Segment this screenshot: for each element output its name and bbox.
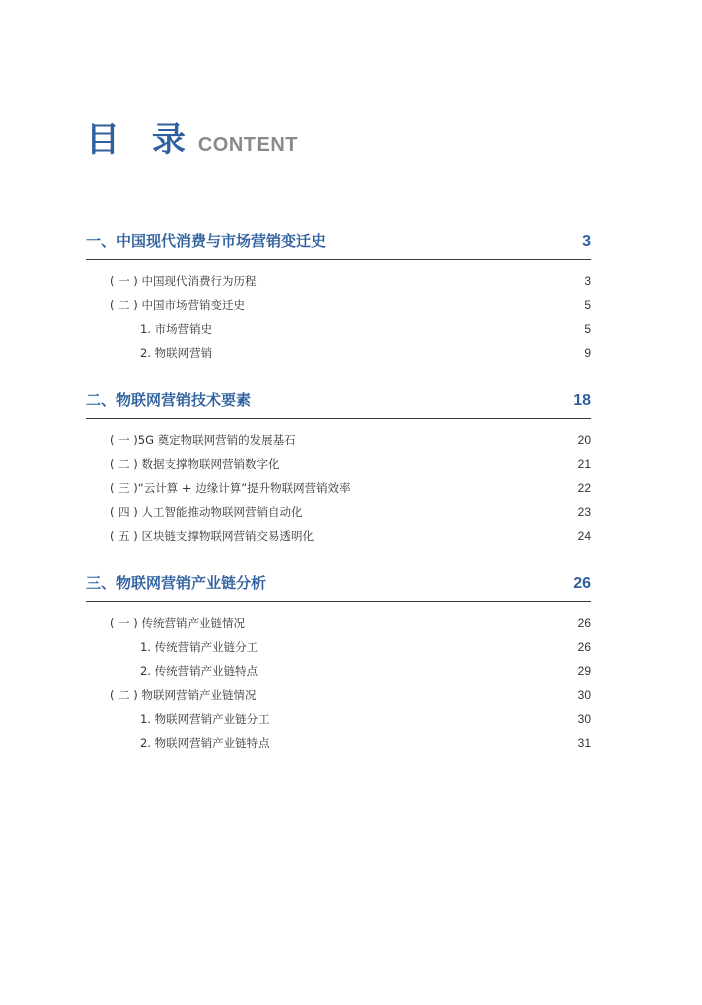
entry-title: ( 二 ) 中国市场营销变迁史 bbox=[110, 298, 245, 312]
toc-entry[interactable] bbox=[86, 428, 591, 452]
toc-subentry[interactable] bbox=[86, 635, 591, 659]
toc-entry[interactable] bbox=[86, 452, 591, 476]
entry-title: 1. 传统营销产业链分工 bbox=[140, 640, 259, 654]
entry-title: ( 三 )“云计算 + 边缘计算”提升物联网营销效率 bbox=[110, 481, 351, 495]
entry-page-number: 24 bbox=[577, 529, 591, 543]
entry-page-number: 21 bbox=[577, 457, 591, 471]
toc-section bbox=[86, 572, 591, 755]
toc-title bbox=[86, 112, 298, 161]
toc-title-english: CONTENT bbox=[197, 134, 299, 156]
toc-entry[interactable] bbox=[86, 524, 591, 548]
toc-subentry[interactable] bbox=[86, 317, 591, 341]
entry-page-number: 31 bbox=[577, 736, 591, 750]
toc-entry[interactable] bbox=[86, 293, 591, 317]
toc-entry[interactable] bbox=[86, 476, 591, 500]
entry-page-number: 26 bbox=[577, 616, 591, 630]
entry-title: ( 一 ) 传统营销产业链情况 bbox=[110, 616, 245, 630]
entry-page-number: 23 bbox=[577, 505, 591, 519]
toc-title-chinese: 目 录 bbox=[86, 120, 196, 160]
toc-entry[interactable] bbox=[86, 611, 591, 635]
entry-title: 1. 市场营销史 bbox=[140, 322, 213, 336]
entry-page-number: 5 bbox=[584, 298, 591, 312]
toc-subentry[interactable] bbox=[86, 659, 591, 683]
entry-title: 2. 物联网营销产业链特点 bbox=[140, 736, 270, 750]
entry-page-number: 5 bbox=[584, 322, 591, 336]
entry-title: ( 二 ) 物联网营销产业链情况 bbox=[110, 688, 257, 702]
toc-section bbox=[86, 389, 591, 548]
entry-page-number: 9 bbox=[584, 346, 591, 360]
entry-title: ( 二 ) 数据支撑物联网营销数字化 bbox=[110, 457, 280, 471]
entry-title: 1. 物联网营销产业链分工 bbox=[140, 712, 270, 726]
entry-title: ( 四 ) 人工智能推动物联网营销自动化 bbox=[110, 505, 303, 519]
toc-subentry[interactable] bbox=[86, 731, 591, 755]
section-page-number: 3 bbox=[582, 233, 591, 250]
entry-title: ( 五 ) 区块链支撑物联网营销交易透明化 bbox=[110, 529, 314, 543]
section-title: 一、中国现代消费与市场营销变迁史 bbox=[86, 232, 327, 250]
section-page-number: 26 bbox=[573, 575, 591, 592]
entry-title: ( 一 ) 中国现代消费行为历程 bbox=[110, 274, 257, 288]
entry-title: 2. 传统营销产业链特点 bbox=[140, 664, 259, 678]
entry-page-number: 26 bbox=[577, 640, 591, 654]
toc-section-heading[interactable] bbox=[86, 230, 591, 260]
toc-section-heading[interactable] bbox=[86, 389, 591, 419]
toc-entry[interactable] bbox=[86, 500, 591, 524]
table-of-contents bbox=[86, 230, 591, 779]
section-page-number: 18 bbox=[573, 392, 591, 409]
toc-subentry[interactable] bbox=[86, 341, 591, 365]
entry-page-number: 29 bbox=[577, 664, 591, 678]
entry-title: ( 一 )5G 奠定物联网营销的发展基石 bbox=[110, 433, 296, 447]
entry-page-number: 30 bbox=[577, 712, 591, 726]
entry-page-number: 30 bbox=[577, 688, 591, 702]
entry-page-number: 3 bbox=[584, 274, 591, 288]
toc-entry[interactable] bbox=[86, 269, 591, 293]
toc-section bbox=[86, 230, 591, 365]
entry-page-number: 22 bbox=[577, 481, 591, 495]
section-title: 三、物联网营销产业链分析 bbox=[86, 574, 267, 592]
toc-entry[interactable] bbox=[86, 683, 591, 707]
entry-page-number: 20 bbox=[577, 433, 591, 447]
toc-section-heading[interactable] bbox=[86, 572, 591, 602]
section-title: 二、物联网营销技术要素 bbox=[86, 391, 252, 409]
entry-title: 2. 物联网营销 bbox=[140, 346, 213, 360]
toc-subentry[interactable] bbox=[86, 707, 591, 731]
